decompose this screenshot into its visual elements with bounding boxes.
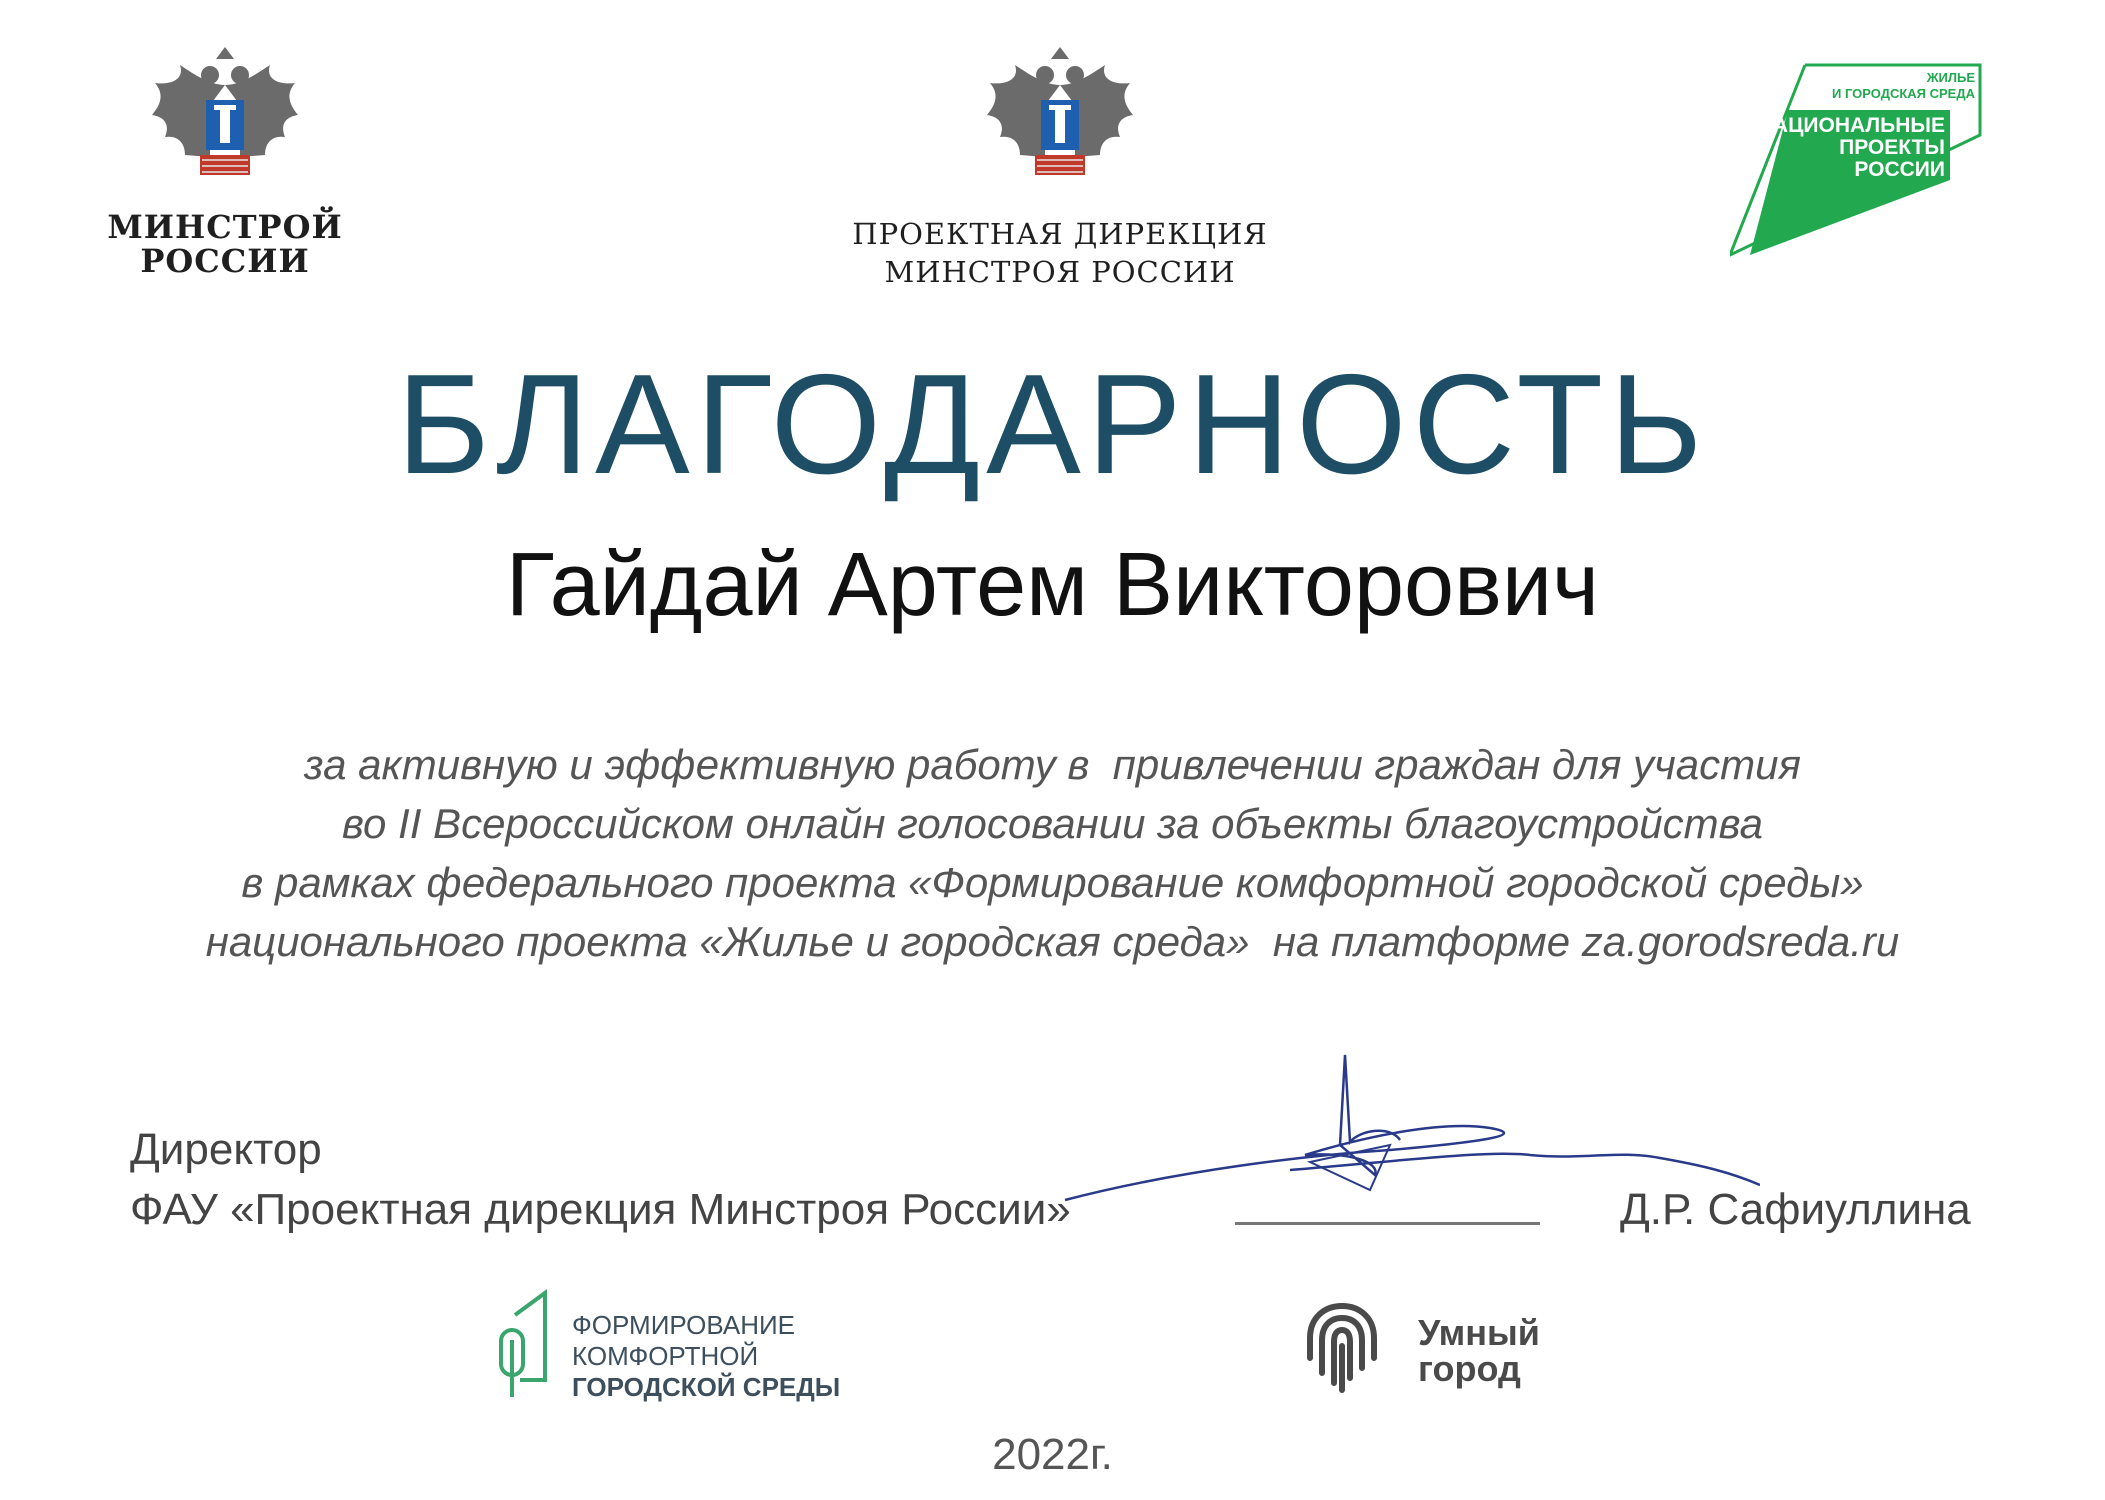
umny-line1: Умный	[1418, 1312, 1540, 1353]
certificate-year: 2022г.	[992, 1430, 1113, 1479]
description-line: национального проекта «Жилье и городская среда» на платформе za.gorodsreda.ru	[205, 918, 1900, 965]
fingerprint-icon	[1302, 1298, 1382, 1394]
recipient-name: Гайдай Артем Викторович	[505, 535, 1600, 635]
description-line: в рамках федерального проекта «Формирование комфортной городской среды»	[241, 859, 1864, 906]
certificate-title: БЛАГОДАРНОСТЬ	[396, 345, 1709, 504]
position-line1: Директор	[130, 1125, 322, 1174]
national-projects-logo	[1730, 60, 1990, 260]
fks-line2: КОМФОРТНОЙ	[572, 1341, 759, 1371]
certificate-description	[60, 735, 2045, 971]
directorate-line1: ПРОЕКТНАЯ ДИРЕКЦИЯ	[852, 217, 1268, 251]
fks-line1: ФОРМИРОВАНИЕ	[572, 1310, 796, 1340]
fks-line3: ГОРОДСКОЙ СРЕДЫ	[572, 1372, 841, 1402]
minstroy-line2: РОССИИ	[140, 242, 310, 280]
director-position	[130, 1120, 1071, 1240]
minstroy-logo-text	[95, 210, 355, 278]
np-big-line3: РОССИИ	[1854, 158, 1945, 181]
comfortable-environment-logo-icon	[495, 1285, 555, 1400]
description-line: во II Всероссийском онлайн голосовании за объекты благоустройства	[342, 800, 1763, 847]
umny-line2: город	[1418, 1348, 1521, 1389]
signer-name: Д.Р. Сафиуллина	[1620, 1185, 1971, 1234]
np-small-line1: ЖИЛЬЕ	[1926, 70, 1975, 85]
signature-line	[1235, 1222, 1540, 1225]
double-headed-eagle-emblem-icon	[985, 45, 1135, 200]
np-small-line2: И ГОРОДСКАЯ СРЕДА	[1831, 86, 1975, 101]
description-line: за активную и эффективную работу в привлечении граждан для участия	[304, 741, 1801, 788]
comfortable-environment-logo-text	[572, 1310, 840, 1403]
double-headed-eagle-emblem-icon	[150, 45, 300, 200]
smart-city-logo-text	[1418, 1312, 1540, 1389]
minstroy-line1: МИНСТРОЙ	[107, 208, 343, 246]
directorate-line2: МИНСТРОЯ РОССИИ	[884, 255, 1236, 289]
project-directorate-logo-text	[820, 215, 1300, 291]
position-line2: ФАУ «Проектная дирекция Минстроя России»	[130, 1185, 1071, 1234]
np-big-line2: ПРОЕКТЫ	[1839, 136, 1945, 159]
np-big-line1: НАЦИОНАЛЬНЫЕ	[1757, 114, 1945, 137]
